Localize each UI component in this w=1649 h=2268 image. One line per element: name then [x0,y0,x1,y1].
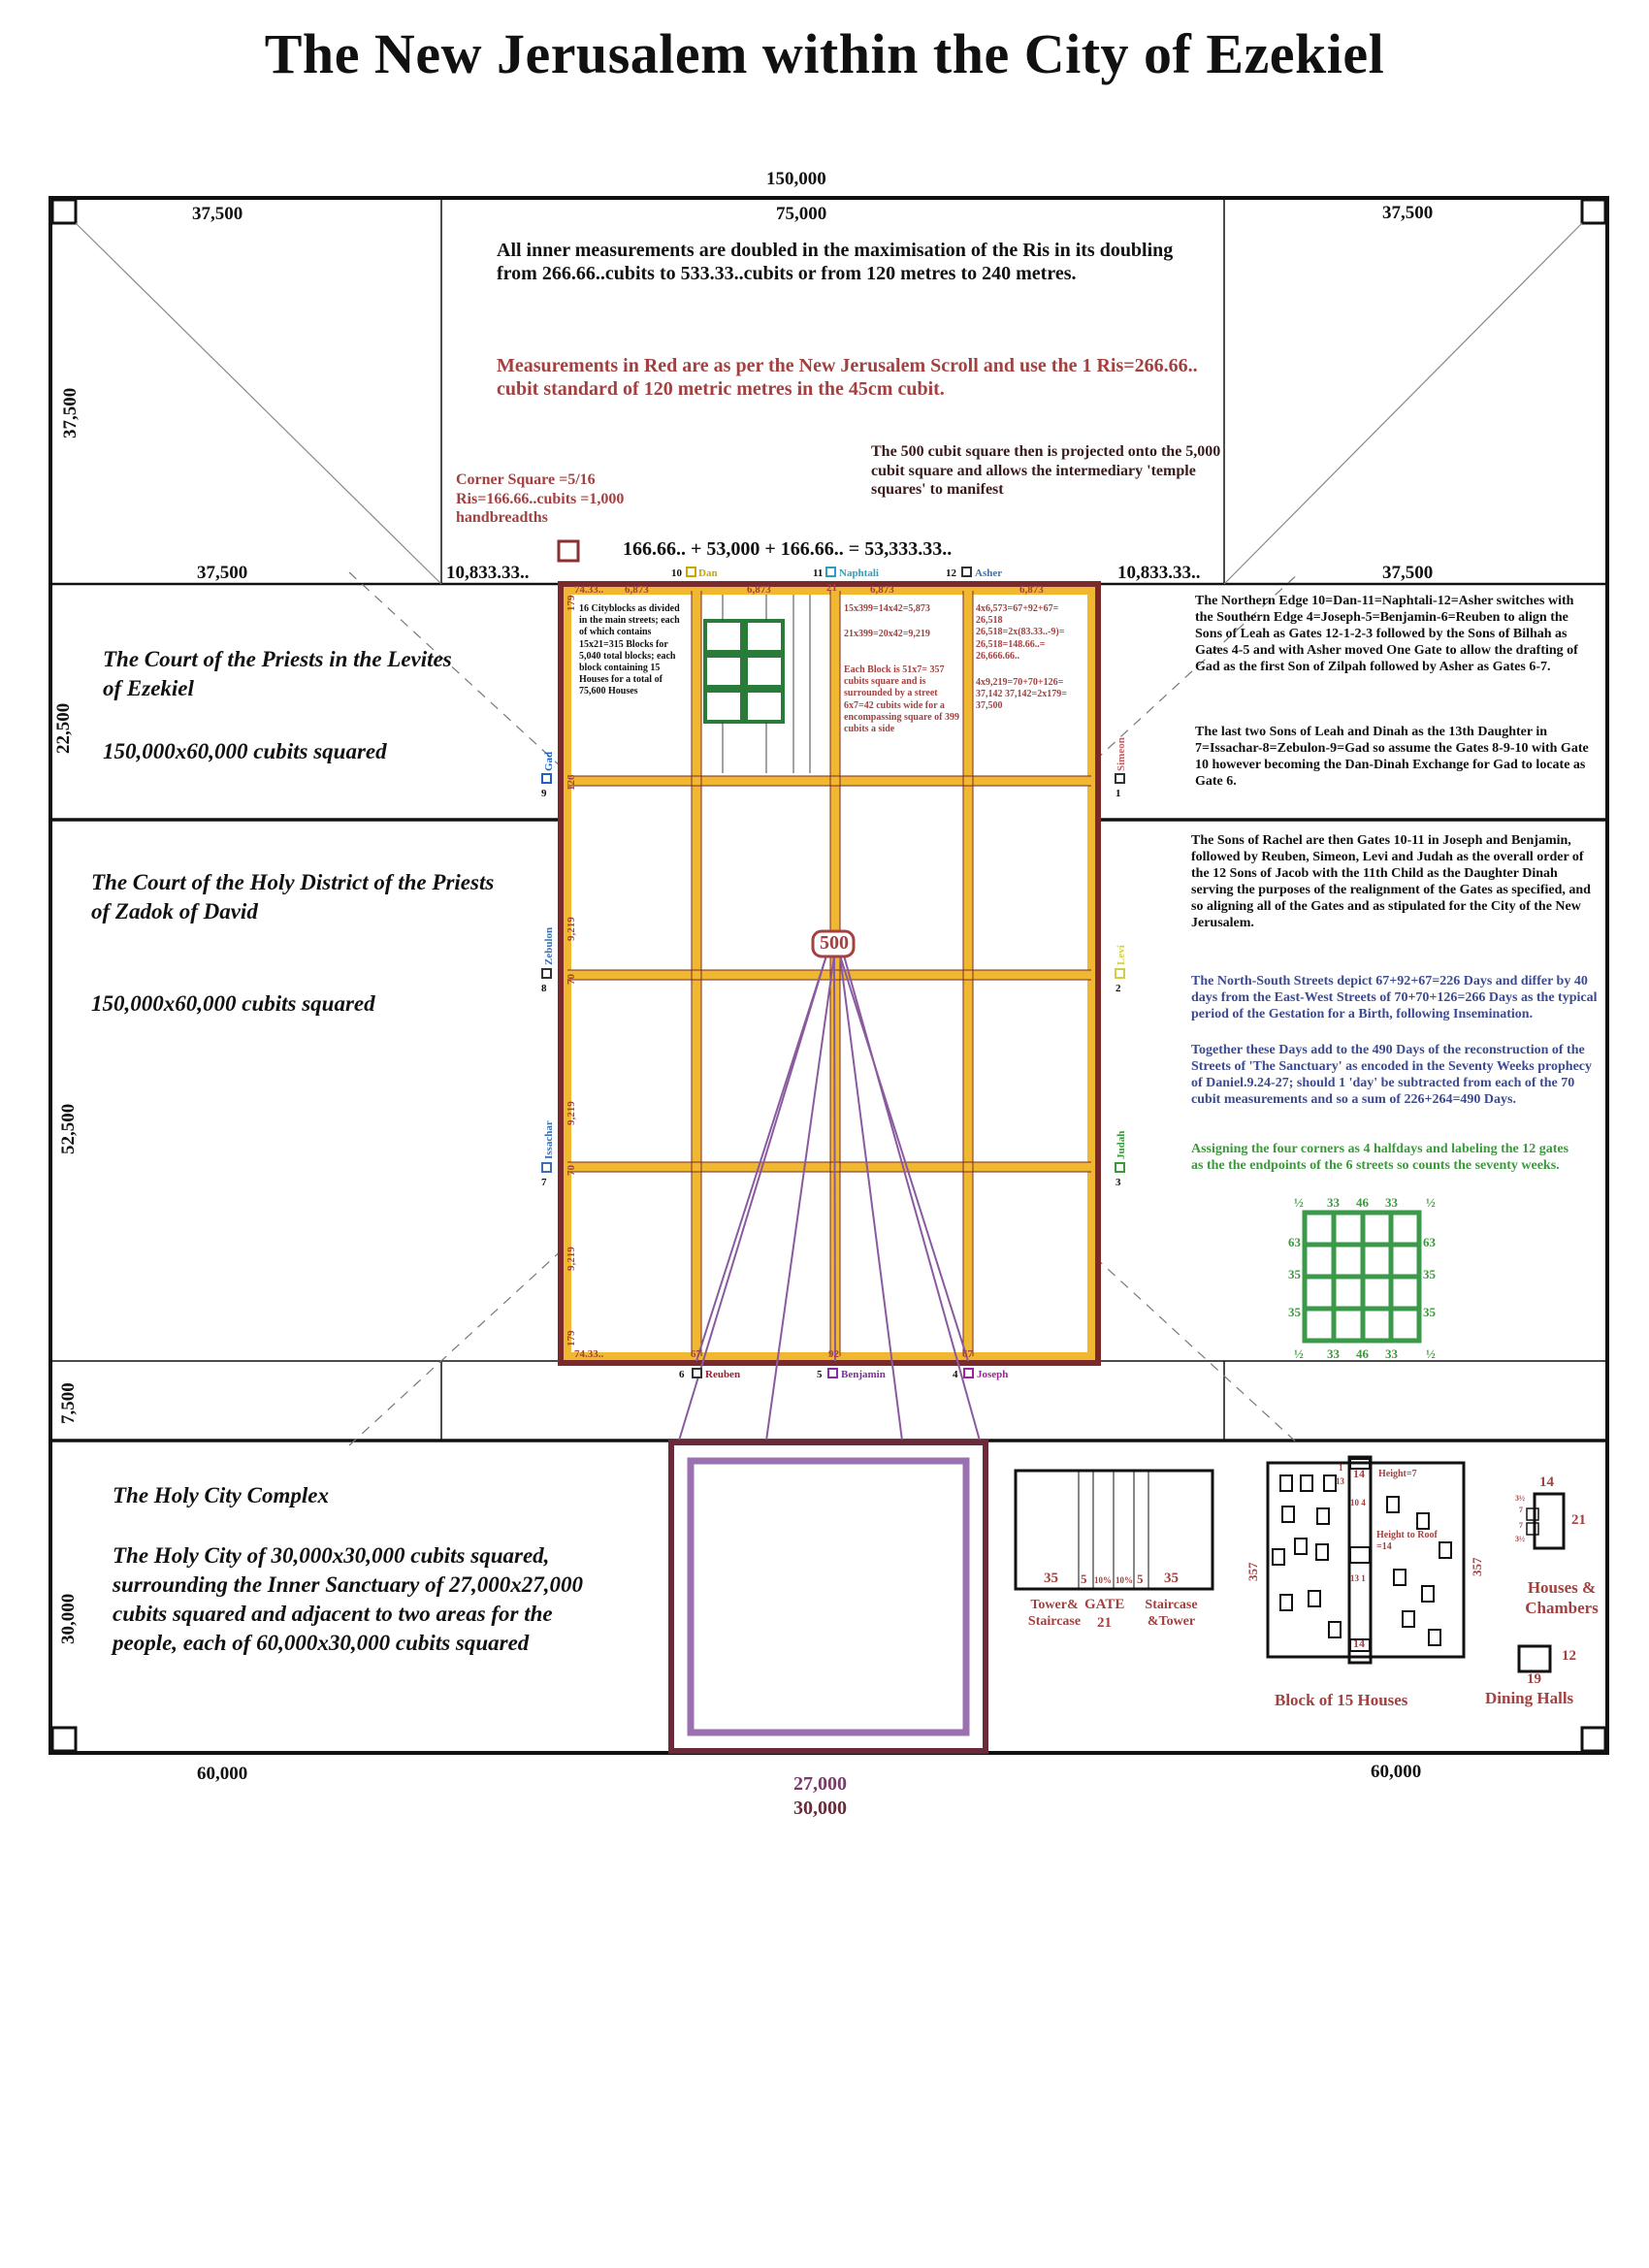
bd-tower-right: Staircase &Tower [1145,1598,1198,1630]
dim-bottom-right: 60,000 [1371,1762,1422,1782]
bottom-num-4: 67 [962,1348,973,1360]
cityblocks-text: 16 Cityblocks as divided in the main streets; each of which contains 15x21=315 Blocks for 5,040 total blocks; each block containing 15 Houses for a total of 75,600 Houses [579,603,680,697]
gate-10-num: 10 [671,567,682,579]
streets-text: The North-South Streets depict 67+92+67=226 Days and differ by 40 days from the East-West Streets of 70+70+126=266 Days as the typical period of the Gestation for a Birth, following Insemination. [1191,974,1598,1022]
bd-3half-b: 3½ [1515,1535,1525,1543]
court-zadok-size: 150,000x60,000 cubits squared [91,991,375,1016]
small-green-grid [1305,1213,1419,1341]
sg-top-1: ½ [1294,1195,1304,1210]
dim-side-37500: 37,500 [60,387,81,438]
dim-top-right: 37,500 [1382,203,1434,223]
gate-3-num: 3 [1116,1177,1121,1188]
holy-city-square [671,1442,986,1751]
gate-benjamin: Benjamin [841,1369,886,1380]
bd-7a: 7 [1519,1506,1523,1514]
dim-bottom-27000: 27,000 [793,1773,847,1795]
gate-1-box [1115,773,1125,784]
dim-side-52500: 52,500 [58,1103,79,1154]
sg-bottom-4: 33 [1385,1346,1398,1361]
bd-35a: 35 [1044,1571,1058,1586]
dim-mid-right: 37,500 [1382,563,1434,583]
left-num-4: 70 [566,974,577,985]
bd-12: 12 [1562,1648,1576,1664]
sg-bottom-1: ½ [1294,1346,1304,1361]
gate-12-box [961,567,972,577]
bd-14t: 14 [1353,1467,1365,1480]
bd-height-roof: Height to Roof =14 [1376,1530,1438,1553]
gate-5-num: 5 [817,1369,823,1380]
gate-dan: Dan [698,567,718,579]
bd-1: 1 [1339,1463,1343,1473]
holy-city-title: The Holy City Complex [113,1483,329,1507]
sg-bottom-3: 46 [1356,1346,1369,1361]
center-500-label: 500 [820,932,849,954]
northern-edge-text: The Northern Edge 10=Dan-11=Naphtali-12=Asher switches with the Southern Edge 4=Joseph-5=Benjamin-6=Reuben to align the Sons of Leah as Gates 12-1-2-3 followed by the Sons of Bilhah as Gates 4-5 and with Asher moved One Gate to allow the drafting of Gad as the first Son of Zilpah followed by Asher as Gates 6-7. [1195,594,1578,675]
inner-sanctuary-square [691,1461,966,1733]
sg-left-2: 35 [1288,1267,1301,1281]
gate-4-num: 4 [953,1369,958,1380]
bd-dining: Dining Halls [1485,1689,1574,1707]
calc-2: 21x399=20x42=9,219 [844,629,930,639]
left-num-8: 179 [566,1330,577,1346]
gate-issachar: Issachar [543,1120,555,1159]
square-note: The 500 cubit square then is projected onto the 5,000 cubit square and allows the intermediary 'temple squares' to manifest [871,443,1221,499]
dim-inner-left: 10,833.33.. [446,563,530,583]
red-note: Measurements in Red are as per the New Jerusalem Scroll and use the 1 Ris=266.66.. cubit standard of 120 metric metres in the 45cm cubit. [497,355,1198,401]
dim-top-center: 75,000 [776,204,827,224]
bd-block-houses: Block of 15 Houses [1275,1691,1408,1709]
bd-5b: 5 [1137,1571,1144,1586]
bd-14r: 14 [1539,1474,1554,1490]
block-15-houses [1268,1457,1464,1663]
gate-naphtali: Naphtali [839,567,879,579]
sg-right-1: 63 [1423,1235,1436,1249]
calc-3: Each Block is 51x7= 357 cubits square and is surrounded by a street 6x7=42 cubits wide for a encompassing square of 399 cubits a side [844,664,959,734]
gate-judah: Judah [1116,1130,1127,1159]
bd-gate-num: 21 [1097,1615,1112,1631]
top-num-3: 6,873 [747,584,771,596]
corner-square-tr [1582,200,1605,223]
sg-right-2: 35 [1423,1267,1436,1281]
dim-inner-right: 10,833.33.. [1117,563,1201,583]
sg-bottom-5: ½ [1426,1346,1436,1361]
page-title: The New Jerusalem within the City of Ezekiel [264,22,1385,85]
calc-1: 15x399=14x42=5,873 [844,603,930,614]
sg-left-3: 35 [1288,1305,1301,1319]
bd-21: 21 [1571,1512,1586,1528]
bd-35b: 35 [1164,1571,1179,1586]
left-num-2: 126 [566,774,577,791]
gate-8-box [541,968,552,979]
sg-right-3: 35 [1423,1305,1436,1319]
bd-19: 19 [1527,1671,1541,1687]
assigning-text: Assigning the four corners as 4 halfdays and labeling the 12 gates as the the endpoints of the 6 streets so counts the seventy weeks. [1191,1142,1569,1174]
gate-simeon: Simeon [1116,737,1127,771]
bd-357r: 357 [1470,1557,1484,1576]
gate-levi: Levi [1116,945,1127,965]
bd-houses-chambers: Houses & Chambers [1525,1578,1599,1617]
corner-square-tl [52,200,76,223]
top-num-5: 6,873 [1019,584,1044,596]
gate-7-num: 7 [541,1177,547,1188]
bd-7b: 7 [1519,1521,1523,1530]
bd-13: 13 [1336,1476,1344,1486]
gate-12-num: 12 [946,567,956,579]
bottom-num-3: 92 [828,1348,839,1360]
bd-10a: 10% [1094,1575,1112,1585]
dim-bottom-30000: 30,000 [793,1798,847,1819]
sg-top-2: 33 [1327,1195,1340,1210]
top-num-2: 6,873 [625,584,649,596]
rachel-text: The Sons of Rachel are then Gates 10-11 in Joseph and Benjamin, followed by Reuben, Simeon, Levi and Judah as the overall order of the 12 Sons of Jacob with the 11th Child as the Daughter Dinah serving the purposes of the realignment of the Gates as specified, and so aligning all of the Gates and as stipulated for the City of the New Jerusalem. [1191,833,1591,931]
gate-10-box [686,567,696,577]
top-num-4: 6,873 [870,584,894,596]
gate-1-num: 1 [1116,788,1121,799]
gate-4-box [963,1368,974,1378]
sg-left-1: 63 [1288,1235,1301,1249]
bottom-num-2: 67 [691,1348,701,1360]
gate-9-num: 9 [541,788,547,799]
together-text: Together these Days add to the 490 Days of the reconstruction of the Streets of 'The Sanctuary' as encoded in the Seventy Weeks prophecy of Daniel.9.24-27; should 1 'day' be subtracted from each of the 70 cubit measurements and so a sum of 226+264=490 Days. [1191,1043,1593,1108]
diag-tl [76,223,441,584]
gate-3-box [1115,1162,1125,1173]
calc-4: 4x6,573=67+92+67= 26,518 26,518=2x(83.33..-9)= 26,518=148.66..= 26,666.66.. [976,603,1065,662]
gate-8-num: 8 [541,983,547,994]
dim-side-7500: 7,500 [58,1382,79,1424]
gate-reuben: Reuben [705,1369,741,1380]
corner-square-marker [559,541,578,561]
sg-bottom-2: 33 [1327,1346,1340,1361]
inner-formula: 166.66.. + 53,000 + 166.66.. = 53,333.33.. [623,538,953,560]
bd-5a: 5 [1081,1571,1087,1586]
gate-5-box [827,1368,838,1378]
bd-357l: 357 [1245,1562,1260,1581]
left-num-5: 9,219 [566,1101,577,1125]
left-num-1: 179 [566,595,577,611]
bd-10b: 10% [1116,1575,1133,1585]
bottom-num-1: 74.33.. [574,1348,604,1360]
court-priests-size: 150,000x60,000 cubits squared [103,739,387,763]
gate-gad: Gad [543,751,555,771]
intro-note: All inner measurements are doubled in the maximisation of the Ris in its doubling from 266.66..cubits to 533.33..cubits or from 120 metres to 240 metres. [497,240,1174,285]
corner-square-note: Corner Square =5/16 Ris=166.66..cubits =1,000 handbreadths [456,471,625,527]
gate-9-box [541,773,552,784]
gate-11-num: 11 [813,567,824,579]
bd-3half-a: 3½ [1515,1494,1525,1503]
gate-zebulon: Zebulon [543,926,555,965]
top-num-6: 21 [826,582,837,594]
left-num-3: 9,219 [566,917,577,941]
sg-top-3: 46 [1356,1195,1369,1210]
bd-height7: Height=7 [1378,1469,1417,1479]
court-zadok-title: The Court of the Holy District of the Priests of Zadok of David [91,870,495,923]
bd-104: 10 4 [1350,1498,1366,1507]
gate-2-box [1115,968,1125,979]
holy-city-text: The Holy City of 30,000x30,000 cubits squared, surrounding the Inner Sanctuary of 27,000x27,000 cubits squared and adjacent to two areas for the people, each of 60,000x30,000 cubits squared [113,1543,584,1655]
corner-square-br [1582,1728,1605,1751]
top-num-1: 74.33.. [574,584,604,596]
sg-top-5: ½ [1426,1195,1436,1210]
dim-side-30000: 30,000 [58,1593,79,1644]
bd-tower-left: Tower& Staircase [1027,1598,1082,1630]
sg-top-4: 33 [1385,1195,1398,1210]
gate-7-box [541,1162,552,1173]
dim-top-total: 150,000 [766,169,826,189]
dim-mid-left: 37,500 [197,563,248,583]
gate-joseph: Joseph [977,1369,1009,1380]
gate-asher: Asher [975,567,1003,579]
corner-square-bl [52,1728,76,1751]
left-num-6: 70 [566,1165,577,1176]
court-priests-title: The Court of the Priests in the Levites of Ezekiel [103,647,452,700]
dim-top-left: 37,500 [192,204,243,224]
gate-6-box [692,1368,702,1378]
dim-bottom-left: 60,000 [197,1764,248,1784]
bd-gate-label: GATE [1084,1597,1125,1612]
bd-131: 13 1 [1350,1573,1366,1583]
diag-tr [1224,223,1582,584]
gate-11-box [825,567,836,577]
last-two-text: The last two Sons of Leah and Dinah as the 13th Daughter in 7=Issachar-8=Zebulon-9=Gad so assume the Gates 8-9-10 with Gate 10 however becoming the Dan-Dinah Exchange for Gad to locate as Gate 6. [1195,725,1589,790]
gate-2-num: 2 [1116,983,1121,994]
calc-5: 4x9,219=70+70+126= 37,142 37,142=2x179= 37,500 [976,677,1067,712]
dim-side-22500: 22,500 [53,702,74,754]
left-num-7: 9,219 [566,1247,577,1271]
bd-14b: 14 [1353,1636,1365,1650]
gate-6-num: 6 [679,1369,685,1380]
